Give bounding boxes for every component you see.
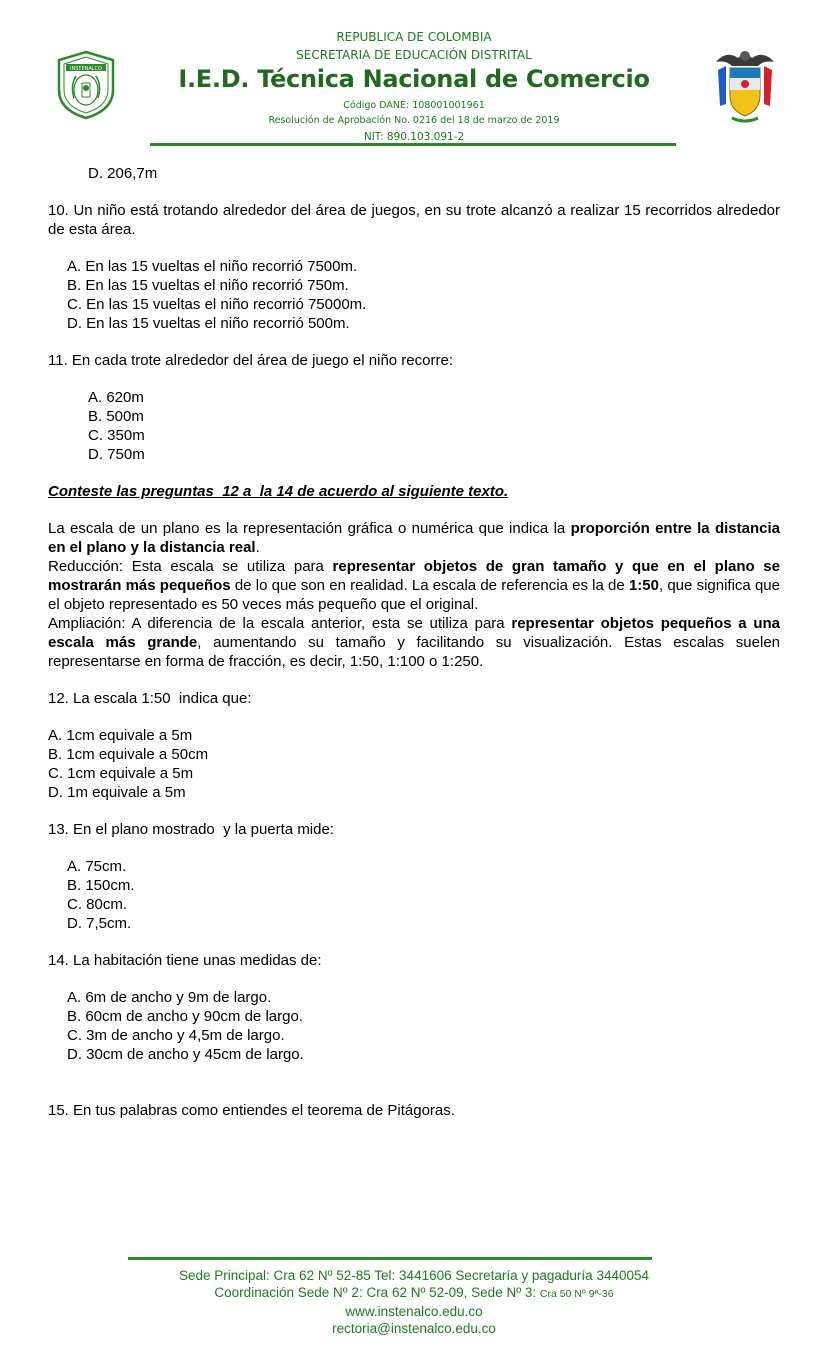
q10-option-a: A. En las 15 vueltas el niño recorrió 7500m. — [67, 258, 358, 275]
q11-option-c: C. 350m — [88, 427, 145, 444]
passage-paragraph-1: La escala de un plano es la representación gráfica o numérica que indica la proporción entre la distancia en el plano y la distancia real. — [48, 520, 780, 556]
footer-contact — [128, 1267, 700, 1337]
q11-option-d: D. 750m — [88, 446, 145, 463]
section-instruction: Conteste las preguntas 12 a la 14 de acuerdo al siguiente texto. — [48, 483, 509, 500]
school-title: I.E.D. Técnica Nacional de Comercio — [178, 65, 650, 93]
footer-main-address: Sede Principal: Cra 62 Nº 52-85 Tel: 3441606 Secretaría y pagaduría 3440054 — [179, 1268, 649, 1283]
header-secretaria: SECRETARIA DE EDUCACIÓN DISTRITAL — [296, 48, 532, 62]
q14-option-d: D. 30cm de ancho y 45cm de largo. — [67, 1046, 304, 1063]
q12-option-b: B. 1cm equivale a 50cm — [48, 746, 209, 763]
q13-option-d: D. 7,5cm. — [67, 915, 132, 932]
q13-option-c: C. 80cm. — [67, 896, 128, 913]
q10-stem: 10. Un niño está trotando alrededor del área de juegos, en su trote alcanzó a realizar 15 recorridos alrededor de esta área. — [48, 202, 780, 238]
passage-paragraph-reduccion: Reducción: Esta escala se utiliza para representar objetos de gran tamaño y que en el plano se mostrarán más pequeños de lo que son en realidad. La escala de referencia es la de 1:50, que significa que el objeto representado es 50 veces más pequeño que el original. — [48, 558, 780, 613]
passage-paragraph-ampliacion: Ampliación: A diferencia de la escala anterior, esta se utiliza para representar objetos pequeños a una escala más grande, aumentando su tamaño y facilitando su visualización. Estas escalas suelen representarse en forma de fracción, es decir, 1:50, 1:100 o 1:250. — [48, 615, 780, 670]
q10-option-b: B. En las 15 vueltas el niño recorrió 750m. — [67, 277, 349, 294]
q9-option-d: D. 206,7m — [88, 165, 158, 182]
q12-stem: 12. La escala 1:50 indica que: — [48, 690, 252, 707]
school-crest-logo — [56, 50, 116, 120]
colombia-coat-of-arms-logo — [712, 44, 778, 124]
q14-stem: 14. La habitación tiene unas medidas de: — [48, 952, 322, 969]
q12-option-c: C. 1cm equivale a 5m — [48, 765, 194, 782]
footer-website: www.instenalco.edu.co — [345, 1304, 483, 1319]
q13-option-b: B. 150cm. — [67, 877, 135, 894]
q12-options — [48, 726, 780, 802]
q10-options — [48, 257, 780, 333]
header-resolution: Resolución de Aprobación No. 0216 del 18 de marzo de 2019 — [268, 115, 560, 126]
svg-text:INSTENALCO: INSTENALCO — [70, 65, 102, 72]
q12-option-d: D. 1m equivale a 5m — [48, 784, 186, 801]
q14-option-b: B. 60cm de ancho y 90cm de largo. — [67, 1008, 303, 1025]
letterhead — [0, 0, 828, 150]
q11-options — [48, 388, 780, 464]
q11-option-a: A. 620m — [88, 389, 144, 406]
q11-stem: 11. En cada trote alrededor del área de juego el niño recorre: — [48, 352, 453, 369]
q10-option-c: C. En las 15 vueltas el niño recorrió 75000m. — [67, 296, 367, 313]
footer-divider — [128, 1257, 652, 1260]
q14-option-c: C. 3m de ancho y 4,5m de largo. — [67, 1027, 285, 1044]
header-nit: NIT: 890.103.091-2 — [363, 131, 465, 143]
header-dane-code: Código DANE: 108001001961 — [343, 100, 485, 111]
q13-options — [48, 857, 780, 933]
q15-stem: 15. En tus palabras como entiendes el teorema de Pitágoras. — [48, 1102, 455, 1119]
q10-option-d: D. En las 15 vueltas el niño recorrió 500m. — [67, 315, 350, 332]
q11-option-b: B. 500m — [88, 408, 144, 425]
q14-options — [48, 988, 780, 1064]
q12-option-a: A. 1cm equivale a 5m — [48, 727, 193, 744]
footer-campus-addresses: Coordinación Sede Nº 2: Cra 62 Nº 52-09, Sede Nº 3: Cra 50 Nº 9ª-36 — [214, 1285, 614, 1300]
q13-stem: 13. En el plano mostrado y la puerta mide: — [48, 821, 334, 838]
header-divider — [150, 143, 676, 146]
q14-option-a: A. 6m de ancho y 9m de largo. — [67, 989, 272, 1006]
q13-option-a: A. 75cm. — [67, 858, 127, 875]
footer-email: rectoria@instenalco.edu.co — [332, 1321, 496, 1336]
exam-content — [48, 164, 780, 1120]
header-country: REPUBLICA DE COLOMBIA — [336, 30, 492, 44]
